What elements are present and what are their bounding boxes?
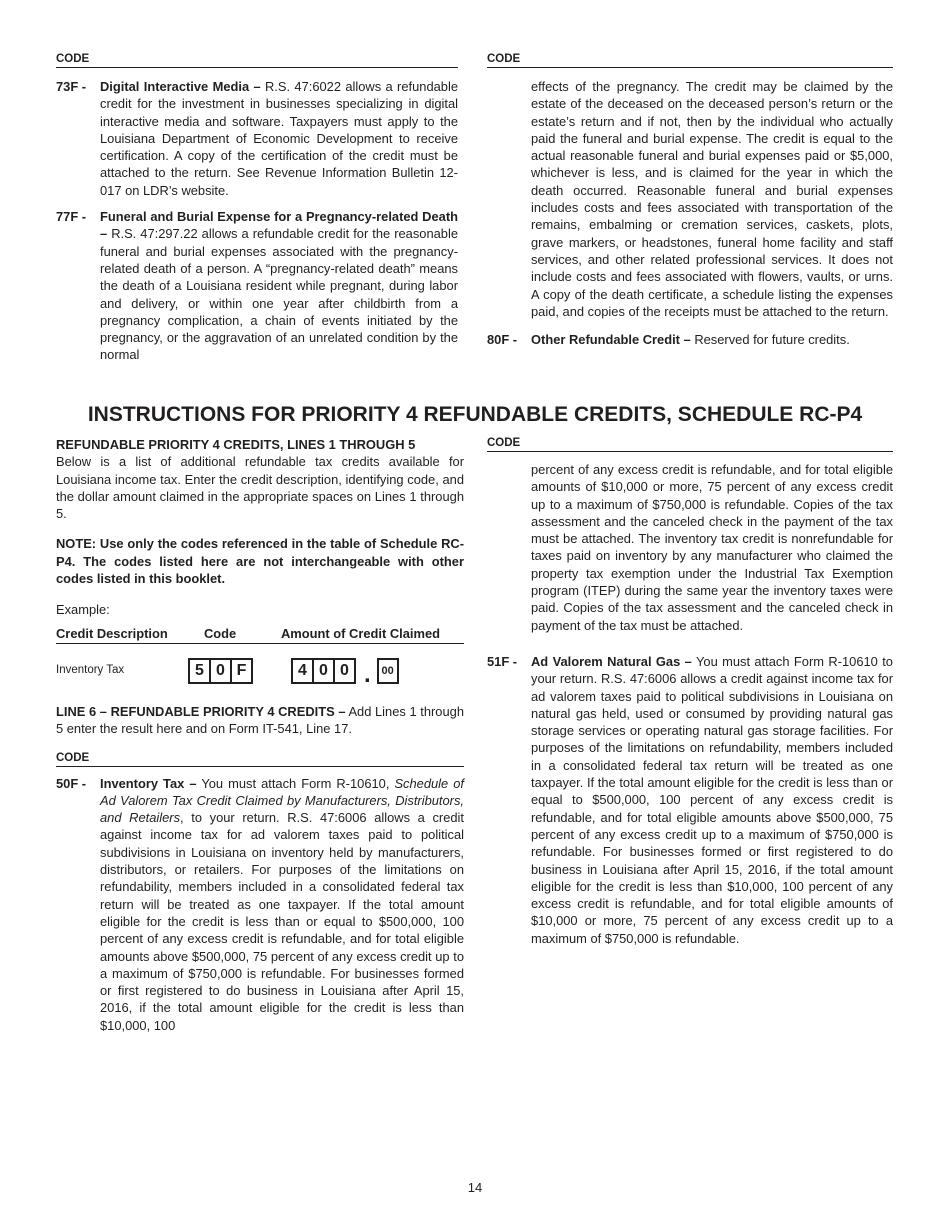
header-amount: Amount of Credit Claimed	[281, 625, 440, 641]
entry-51f	[487, 653, 893, 947]
entry-text: R.S. 47:297.22 allows a refundable credit for the reasonable funeral and burial expenses associated with the pregnancy-related death of a person. A “pregnancy-related death” means the death of a Louisiana resident while pregnant, during labor and delivery, or within one year after childbirth from a pregnancy complication, a chain of events initiated by the pregnancy, or the aggravation of an unrelated condition by the normal	[100, 226, 458, 363]
code-header: CODE	[487, 52, 893, 68]
page-number: 14	[467, 1180, 483, 1195]
decimal-point: .	[364, 661, 371, 689]
entry-text: Reserved for future credits.	[690, 332, 850, 348]
entry-code: 80F -	[487, 332, 518, 348]
code-char: 0	[211, 660, 232, 682]
example-cents-box	[377, 658, 399, 684]
entry-text: R.S. 47:6022 allows a refundable credit for the investment in businesses specializing in digital interactive media and software. Taxpayers must apply to the Louisiana Department of Economic Development to receive certification. A copy of the certification of the credit must be attached to the return. See Revenue Information Bulletin 12-017 on LDR’s website.	[100, 79, 458, 198]
header-credit-description: Credit Description	[56, 625, 168, 641]
bottom-right-column	[487, 436, 893, 947]
entry-code: 73F -	[56, 79, 87, 94]
entry-code: 51F -	[487, 653, 518, 669]
line6-heading: LINE 6 – REFUNDABLE PRIORITY 4 CREDITS –	[56, 703, 346, 719]
code-char: F	[236, 661, 247, 679]
line6	[56, 703, 464, 738]
entry-title: Inventory Tax –	[100, 775, 197, 791]
lines-text: Below is a list of additional refundable tax credits available for Louisiana income tax. Enter the credit description, identifying code, and the dollar amount claimed in the appropriate spaces on Lines 1 through 5.	[56, 454, 464, 522]
form-title: Schedule of Ad Valorem Tax Credit Claimed by Manufacturers, Distributors, and Retailers	[100, 775, 464, 826]
example-amount-boxes	[291, 658, 356, 684]
example-label: Example:	[56, 602, 110, 618]
continuation-text: percent of any excess credit is refundable, and for total eligible amounts of $10,000 or more, 75 percent of any excess credit up to a maximum of $750,000 is refundable. Copies of the tax assessment and the canceled check in the payment of the tax must be attached. The inventory tax credit is nonrefundable for taxes paid on inventory by any manufacturer who claimed the property tax exemption under the Industrial Tax Exemption program (ITEP) during the same year the inventory taxes were paid. Copies of the tax assessment and the canceled check in payment of the tax must be attached.	[531, 462, 893, 633]
amount-char: 0	[340, 661, 349, 679]
line6-text: Add Lines 1 through 5 enter the result here and on Form IT-541, Line 17.	[56, 703, 464, 737]
code-header: CODE	[56, 751, 464, 767]
entry-text: You must attach Form R-10610,	[196, 775, 395, 791]
entry-title: Funeral and Burial Expense for a Pregnancy-related Death –	[100, 209, 458, 242]
code-header: CODE	[56, 52, 458, 68]
top-right-column	[487, 52, 893, 348]
entry-title: Other Refundable Credit –	[531, 332, 691, 348]
continuation-text: effects of the pregnancy. The credit may be claimed by the estate of the deceased on the deceased person’s return or the estate’s return and if not, then by the individual who actually paid the funeral and burial expense. The credit is equal to the actual reasonable funeral and burial expenses paid or $5,000, whichever is less, and is claimed for the year in which the death occurred. Reasonable funeral and burial expenses includes costs and fees associated with transportation of the remains, embalming or cremation services, caskets, plots, grave markers, or headstones, funeral home facility and staff services, and other related professional services. It does not include costs and fees associated with flowers, vaults, or urns. A copy of the death certificate, a schedule listing the expenses paid, and copies of the receipts must be attached to the return.	[531, 79, 893, 319]
note: NOTE: Use only the codes referenced in the table of Schedule RC-P4. The codes listed here are not interchangeable with other codes listed in this booklet.	[56, 536, 464, 587]
top-left-column	[56, 52, 458, 364]
entry-50f	[56, 775, 464, 1034]
entry-code: 50F -	[56, 775, 87, 791]
cents: 00	[381, 664, 394, 677]
entry-title: Ad Valorem Natural Gas –	[531, 653, 692, 669]
entry-73f	[56, 78, 458, 199]
entry-code: 77F -	[56, 209, 87, 225]
entry-80f	[487, 331, 893, 348]
entry-77f	[56, 208, 458, 364]
section-title: INSTRUCTIONS FOR PRIORITY 4 REFUNDABLE CREDITS, SCHEDULE RC-P4	[87, 403, 863, 426]
code-header: CODE	[487, 436, 893, 452]
example-code-boxes	[188, 658, 253, 684]
lines-heading: REFUNDABLE PRIORITY 4 CREDITS, LINES 1 THROUGH 5	[56, 437, 416, 452]
amount-char: 4	[293, 660, 314, 682]
amount-char: 0	[314, 660, 335, 682]
bottom-left-column	[56, 436, 464, 1034]
example-description: Inventory Tax	[56, 664, 125, 677]
example-header	[56, 625, 464, 644]
header-code: Code	[204, 625, 237, 641]
example-row	[56, 656, 464, 689]
code-char: 5	[190, 660, 211, 682]
entry-text: , to your return. R.S. 47:6006 allows a credit against income tax for ad valorem taxes paid to political subdivisions in Louisiana on inventory held by manufacturers, distributors, or retailers. For purposes of the limitations on refundability, members included in a consolidated federal tax return will be treated as one taxpayer. If the total amount eligible for the credit is less than or equal to $500,000, 100 percent of any excess credit is refundable, and for total eligible amounts above $500,000, 75 percent of any excess credit up to a maximum of $750,000 is refundable. For businesses formed or first registered to do business in Louisiana after April 15, 2016, if the total amount eligible for the credit is less than $10,000, 100	[100, 810, 464, 1033]
entry-text: You must attach Form R-10610 to your return. R.S. 47:6006 allows a credit against income tax for ad valorem taxes paid to political subdivisions in Louisiana on natural gas held, used or consumed by providing natural gas storage services or operating natural gas storage facilities. For purposes of the limitations on refundability, members included in a consolidated federal tax return will be treated as one taxpayer. If the total amount eligible for the credit is less than or equal to $500,000, 100 percent of any excess credit is refundable, and for total eligible amounts above $500,000, 75 percent of any excess credit up to a maximum of $750,000 is refundable. For businesses formed or first registered to do business in Louisiana after April 15, 2016, if the total amount eligible for the credit is less than $10,000, 100 percent of any excess credit is refundable, and for total eligible amounts of $10,000 or more, 75 percent of any excess credit up to a maximum of $750,000 is refundable.	[531, 653, 893, 946]
entry-title: Digital Interactive Media –	[100, 79, 261, 94]
